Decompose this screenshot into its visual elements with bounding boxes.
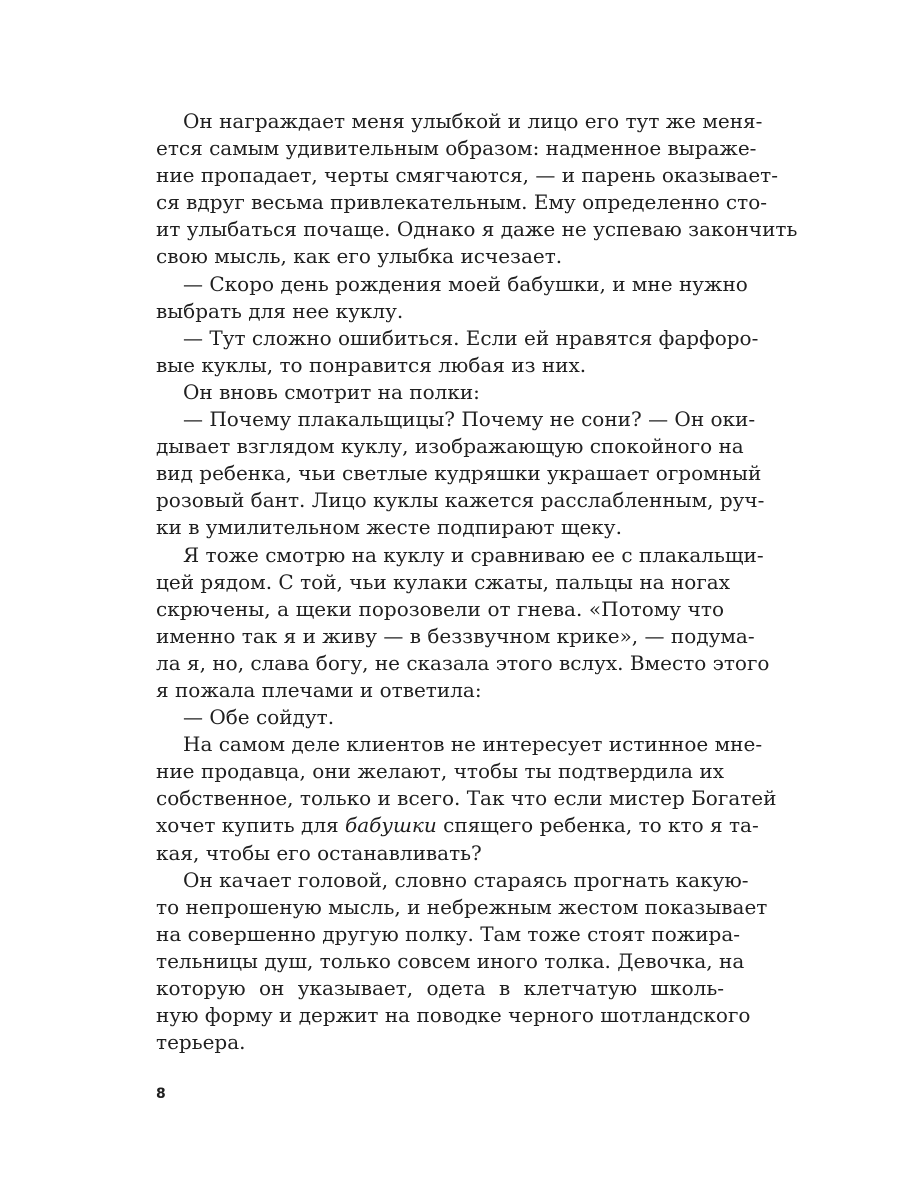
text-line: скрючены, а щеки порозовели от гнева. «Потому что bbox=[156, 596, 724, 621]
text-segment: спящего ребенка, то кто я та- bbox=[436, 813, 759, 838]
text-segment: хочет купить для bbox=[156, 813, 346, 838]
text-line bbox=[156, 812, 759, 839]
text-line: цей рядом. С той, чьи кулаки сжаты, пальцы на ногах bbox=[156, 569, 730, 594]
text-line: которую он указывает, одета в клетчатую школь- bbox=[156, 976, 724, 1000]
text-line: ние пропадает, черты смягчаются, — и парень оказывает- bbox=[156, 163, 778, 188]
body-text bbox=[156, 108, 798, 1056]
text-line: кая, чтобы его останавливать? bbox=[156, 840, 482, 865]
text-line: тельницы душ, только совсем иного толка. Девочка, на bbox=[156, 948, 745, 973]
page-number: 8 bbox=[156, 1086, 166, 1102]
text-line: — Тут сложно ошибиться. Если ей нравятся фарфоро- bbox=[183, 325, 759, 350]
text-line: ла я, но, слава богу, не сказала этого вслух. Вместо этого bbox=[156, 650, 770, 675]
text-line: я пожала плечами и ответила: bbox=[156, 677, 482, 702]
text-line: На самом деле клиентов не интересует истинное мне- bbox=[183, 732, 763, 757]
italic-segment: бабушки bbox=[345, 813, 437, 838]
text-line: Он качает головой, словно стараясь прогнать какую- bbox=[183, 867, 749, 892]
text-line: — Обе сойдут. bbox=[183, 705, 335, 730]
text-line: ется самым удивительным образом: надменное выраже- bbox=[156, 136, 757, 161]
text-line: выбрать для нее куклу. bbox=[156, 298, 404, 323]
text-line: розовый бант. Лицо куклы кажется расслабленным, руч- bbox=[156, 488, 765, 513]
text-line: дывает взглядом куклу, изображающую спокойного на bbox=[156, 434, 744, 459]
text-line: — Скоро день рождения моей бабушки, и мне нужно bbox=[183, 271, 748, 296]
text-line: Он награждает меня улыбкой и лицо его тут же меня- bbox=[183, 109, 763, 133]
text-line: Я тоже смотрю на куклу и сравниваю ее с плакальщи- bbox=[183, 542, 764, 567]
text-line: то непрошеную мысль, и небрежным жестом показывает bbox=[156, 894, 768, 919]
text-line: ную форму и держит на поводке черного шотландского bbox=[156, 1003, 751, 1028]
text-line: собственное, только и всего. Так что если мистер Богатей bbox=[156, 786, 777, 811]
text-line: ки в умилительном жесте подпирают щеку. bbox=[156, 515, 622, 540]
text-line: вид ребенка, чьи светлые кудряшки украшает огромный bbox=[156, 461, 762, 486]
text-line: на совершенно другую полку. Там тоже стоят пожира- bbox=[156, 921, 741, 946]
text-line: терьера. bbox=[156, 1030, 246, 1055]
text-line: Он вновь смотрит на полки: bbox=[183, 379, 480, 404]
text-line: — Почему плакальщицы? Почему не сони? — Он оки- bbox=[183, 407, 756, 432]
text-line: именно так я и живу — в беззвучном крике», — подума- bbox=[156, 623, 755, 648]
text-line: ит улыбаться почаще. Однако я даже не успеваю закончить bbox=[156, 217, 798, 242]
text-line: ние продавца, они желают, чтобы ты подтвердила их bbox=[156, 759, 724, 784]
text-line: свою мысль, как его улыбка исчезает. bbox=[156, 244, 563, 269]
text-line: вые куклы, то понравится любая из них. bbox=[156, 352, 587, 377]
text-line: ся вдруг весьма привлекательным. Ему определенно сто- bbox=[156, 190, 767, 215]
